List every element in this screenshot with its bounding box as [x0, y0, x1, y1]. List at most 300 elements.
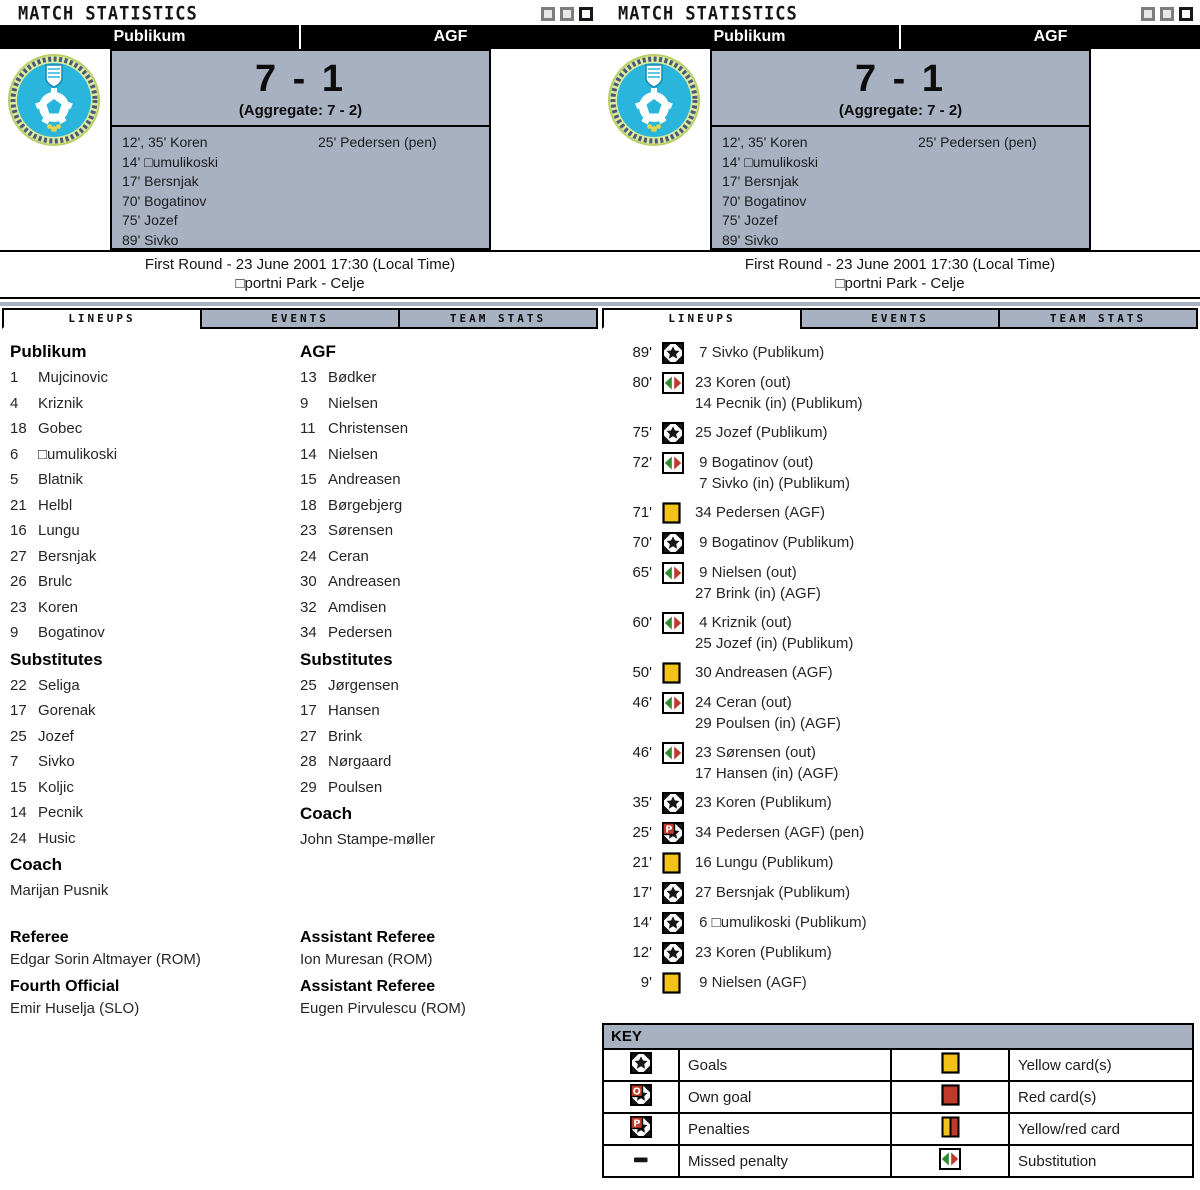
window-title: MATCH STATISTICS: [18, 2, 198, 25]
home-lineup-team-heading: Publikum: [10, 342, 87, 361]
player-name: Jørgensen: [328, 676, 399, 694]
key-row: [603, 1145, 1193, 1177]
player-number: 17: [300, 702, 317, 719]
event-time: 21': [632, 854, 652, 871]
event-text-line: 27 Brink (in) (AGF): [695, 584, 821, 602]
player-row: [10, 493, 300, 519]
event-text-line: 25 Jozef (Publikum): [695, 424, 828, 441]
window-title: MATCH STATISTICS: [618, 2, 798, 25]
goal-scorer: 12', 35' Koren: [122, 134, 208, 150]
event-row: [600, 742, 1200, 784]
player-name: Koren: [38, 598, 79, 616]
home-coach-name: Marijan Pusnik: [10, 882, 109, 899]
event-row: [600, 422, 1200, 444]
player-number: 25: [300, 676, 317, 694]
final-score: 7 - 1: [254, 58, 347, 100]
home-lineup-column: [10, 338, 300, 904]
officials-section: [0, 904, 600, 1024]
player-row: [300, 673, 590, 699]
player-row: [10, 673, 300, 699]
event-time: 89': [632, 344, 652, 361]
goal-icon: [662, 942, 684, 964]
player-number: 23: [10, 598, 27, 616]
event-text-line: 34 Pedersen (AGF) (pen): [695, 824, 865, 841]
player-name: Andreasen: [328, 573, 401, 590]
player-name: Sørensen: [328, 522, 394, 539]
tab-bar: [0, 308, 600, 329]
player-name: Jozef: [38, 727, 74, 745]
player-number: 5: [10, 471, 19, 488]
title-bar: [0, 0, 600, 25]
window-button-1[interactable]: [1141, 7, 1155, 21]
player-name: Hansen: [328, 702, 380, 719]
player-row: [10, 620, 300, 646]
player-name: Nielsen: [328, 394, 379, 412]
official-name: Ion Muresan (ROM): [300, 950, 433, 968]
event-time: 50': [632, 664, 652, 681]
goal-scorer: 70' Bogatinov: [722, 192, 807, 209]
player-number: 15: [10, 778, 27, 796]
event-text-line: 23 Sørensen (out): [695, 744, 816, 761]
event-description: [695, 692, 841, 734]
player-row: [300, 365, 590, 391]
event-text-line: 7 Sivko (Publikum): [695, 344, 825, 361]
official-role: Referee: [10, 928, 69, 946]
event-description: [695, 372, 863, 414]
score-region: [600, 49, 1200, 250]
event-description: [695, 792, 832, 814]
event-row: [600, 792, 1200, 814]
player-row: [10, 544, 300, 570]
player-number: 6: [10, 445, 19, 463]
goal-icon: [630, 1052, 652, 1078]
away-substitutes-heading: Substitutes: [300, 649, 393, 669]
substitution-icon: [662, 742, 684, 764]
window-button-close[interactable]: [1179, 7, 1193, 21]
player-row: [10, 416, 300, 442]
goal-icon: [662, 532, 684, 554]
away-starting-list: [300, 365, 590, 646]
event-description: [695, 742, 838, 784]
player-name: Kriznik: [38, 394, 84, 412]
event-time: 9': [640, 974, 652, 991]
player-name: Bersnjak: [38, 547, 97, 565]
event-row: [600, 852, 1200, 874]
player-number: 7: [10, 753, 19, 770]
event-row: [600, 562, 1200, 604]
event-text-line: 24 Ceran (out): [695, 694, 792, 711]
event-row: [600, 612, 1200, 654]
event-row: [600, 822, 1200, 844]
tab-lineups[interactable]: LINEUPS: [2, 308, 202, 329]
match-statistics-window-right: [600, 0, 1200, 1190]
player-number: 30: [300, 573, 317, 590]
goal-icon: [662, 792, 684, 814]
window-buttons: [541, 7, 593, 21]
score-box: [710, 49, 1091, 250]
player-row: [10, 698, 300, 724]
key-label: Yellow/red card: [1009, 1113, 1193, 1145]
window-button-close[interactable]: [579, 7, 593, 21]
player-row: [10, 749, 300, 775]
substitution-icon: [939, 1148, 961, 1174]
event-time: 75': [632, 424, 652, 441]
player-name: Gobec: [38, 420, 83, 437]
event-text-line: 23 Koren (out): [695, 374, 791, 391]
officials-left-column: [10, 926, 300, 1024]
match-official: [10, 926, 300, 971]
score-box: [110, 49, 491, 250]
match-info-bar: [600, 250, 1200, 299]
key-label: Goals: [679, 1049, 891, 1081]
event-description: [695, 852, 833, 874]
goal-icon: [662, 422, 684, 444]
player-number: 27: [300, 727, 317, 745]
player-number: 32: [300, 598, 317, 616]
substitution-icon: [662, 612, 684, 634]
match-official: [300, 975, 590, 1020]
away-coach-name: John Stampe-møller: [300, 831, 436, 848]
official-name: Eugen Pirvulescu (ROM): [300, 999, 466, 1017]
player-name: □umulikoski: [38, 445, 118, 463]
aggregate-score: (Aggregate: 7 - 2): [712, 102, 1089, 127]
event-description: [695, 502, 825, 524]
event-text-line: 9 Nielsen (AGF): [695, 974, 807, 991]
lineups-section: [0, 329, 600, 904]
penalty-icon: [630, 1116, 652, 1142]
home-coach-heading: Coach: [10, 855, 62, 874]
home-substitutes-list: [10, 673, 300, 852]
event-row: [600, 502, 1200, 524]
key-label: Yellow card(s): [1009, 1049, 1193, 1081]
event-description: [695, 452, 850, 494]
player-row: [10, 775, 300, 801]
player-name: Gorenak: [38, 702, 96, 719]
event-row: [600, 532, 1200, 554]
away-coach-heading: Coach: [300, 804, 352, 823]
home-starting-list: [10, 365, 300, 646]
home-team-name: Publikum: [113, 28, 186, 45]
player-number: 29: [300, 778, 317, 796]
player-number: 11: [300, 420, 316, 437]
player-number: 21: [10, 496, 27, 514]
home-scorers: [722, 133, 918, 250]
event-description: [695, 562, 821, 604]
club-crest-logo: [8, 54, 100, 146]
event-text-line: 14 Pecnik (in) (Publikum): [695, 394, 863, 412]
key-label: Red card(s): [1009, 1081, 1193, 1113]
event-time: 14': [632, 914, 652, 931]
player-row: [300, 493, 590, 519]
goal-icon: [662, 912, 684, 934]
player-number: 23: [300, 522, 317, 539]
goal-scorer: 14' □umulikoski: [122, 153, 218, 170]
away-scorers: [318, 133, 485, 250]
player-row: [300, 391, 590, 417]
event-row: [600, 342, 1200, 364]
official-role: Assistant Referee: [300, 928, 436, 946]
official-role: Fourth Official: [10, 977, 120, 995]
key-label: Own goal: [679, 1081, 891, 1113]
player-row: [10, 800, 300, 826]
player-number: 13: [300, 369, 317, 386]
player-name: Bogatinov: [38, 624, 105, 641]
yellow-red-card-icon: [941, 1116, 960, 1142]
goal-scorer: 12', 35' Koren: [722, 134, 808, 150]
event-text-line: 29 Poulsen (in) (AGF): [695, 714, 841, 732]
player-number: 17: [10, 702, 27, 719]
home-scorers: [122, 133, 318, 250]
yellow-card-icon: [662, 502, 684, 524]
player-number: 4: [10, 394, 19, 412]
event-text-line: 7 Sivko (in) (Publikum): [695, 474, 851, 492]
tab-lineups[interactable]: LINEUPS: [602, 308, 802, 329]
player-name: Poulsen: [328, 778, 383, 796]
player-number: 27: [10, 547, 27, 565]
player-row: [300, 620, 590, 646]
key-row: [603, 1113, 1193, 1145]
official-name: Edgar Sorin Altmayer (ROM): [10, 950, 201, 968]
event-time: 12': [632, 944, 652, 961]
player-name: Amdisen: [328, 598, 387, 616]
event-text-line: 27 Bersnjak (Publikum): [695, 884, 851, 901]
key-row: [603, 1081, 1193, 1113]
player-number: 22: [10, 676, 27, 694]
event-text-line: 9 Bogatinov (Publikum): [695, 534, 855, 551]
event-row: [600, 972, 1200, 994]
window-button-2[interactable]: [560, 7, 574, 21]
substitution-icon: [662, 452, 684, 474]
player-row: [10, 442, 300, 468]
event-description: [695, 422, 828, 444]
goal-scorer: 17' Bersnjak: [122, 173, 199, 189]
player-row: [10, 595, 300, 621]
event-time: 60': [632, 614, 652, 631]
svg-text:P: P: [633, 1118, 641, 1130]
tab-strip-top: [0, 302, 600, 306]
player-number: 16: [10, 522, 27, 539]
player-row: [10, 365, 300, 391]
event-row: [600, 942, 1200, 964]
player-number: 18: [10, 420, 27, 437]
player-name: Helbl: [38, 496, 73, 514]
player-row: [10, 724, 300, 750]
player-name: Pecnik: [38, 804, 84, 821]
player-row: [300, 544, 590, 570]
event-text-line: 17 Hansen (in) (AGF): [695, 764, 839, 782]
player-number: 14: [10, 804, 27, 821]
key-row: [603, 1049, 1193, 1081]
match-events-list: [600, 329, 1200, 994]
player-row: [300, 442, 590, 468]
event-time: 65': [632, 564, 652, 581]
player-row: [300, 749, 590, 775]
final-score: 7 - 1: [854, 58, 947, 100]
event-text-line: 9 Nielsen (out): [695, 564, 797, 581]
player-row: [300, 518, 590, 544]
player-name: Andreasen: [328, 471, 401, 488]
goal-scorer: 75' Jozef: [122, 212, 178, 228]
event-text-line: 30 Andreasen (AGF): [695, 664, 833, 681]
match-official: [300, 926, 590, 971]
player-row: [10, 826, 300, 852]
player-number: 34: [300, 624, 317, 641]
event-text-line: 16 Lungu (Publikum): [695, 854, 834, 871]
event-time: 71': [632, 504, 652, 521]
player-number: 14: [300, 445, 317, 463]
tab-team-stats[interactable]: TEAM STATS: [398, 308, 598, 329]
player-number: 24: [10, 829, 27, 847]
yellow-card-icon: [662, 852, 684, 874]
player-name: Nørgaard: [328, 753, 392, 770]
player-number: 26: [10, 573, 27, 590]
yellow-card-icon: [662, 972, 684, 994]
event-text-line: 34 Pedersen (AGF): [695, 504, 826, 521]
round-info: First Round - 23 June 2001 17:30 (Local Time): [744, 256, 1056, 273]
own-goal-icon: [630, 1084, 652, 1110]
key-label: Substitution: [1009, 1145, 1193, 1177]
player-name: Brink: [328, 727, 363, 745]
event-row: [600, 452, 1200, 494]
yellow-card-icon: [662, 662, 684, 684]
player-row: [300, 724, 590, 750]
round-info: First Round - 23 June 2001 17:30 (Local Time): [144, 256, 456, 273]
player-number: 9: [10, 624, 19, 641]
goal-scorers: [712, 127, 1089, 250]
goal-scorer: 14' □umulikoski: [722, 153, 818, 170]
event-time: 25': [632, 824, 652, 841]
player-row: [300, 467, 590, 493]
event-description: [695, 942, 832, 964]
player-row: [300, 698, 590, 724]
event-time: 80': [632, 374, 652, 391]
match-official: [10, 975, 300, 1020]
player-row: [10, 391, 300, 417]
window-buttons: [1141, 7, 1193, 21]
goal-scorer: 25' Pedersen (pen): [318, 134, 437, 150]
away-scorers: [918, 133, 1085, 250]
event-text-line: 4 Kriznik (out): [695, 614, 792, 631]
event-row: [600, 372, 1200, 414]
match-info-bar: [0, 250, 600, 299]
tab-team-stats[interactable]: TEAM STATS: [998, 308, 1198, 329]
event-text-line: 23 Koren (Publikum): [695, 794, 832, 811]
player-number: 15: [300, 471, 317, 488]
substitution-icon: [662, 692, 684, 714]
event-description: [695, 662, 833, 684]
event-description: [695, 342, 824, 364]
player-number: 24: [300, 547, 317, 565]
window-button-1[interactable]: [541, 7, 555, 21]
player-number: 9: [300, 394, 309, 412]
goal-scorer: 17' Bersnjak: [722, 173, 799, 189]
player-name: Pedersen: [328, 624, 393, 641]
goal-scorer: 25' Pedersen (pen): [918, 134, 1037, 150]
official-name: Emir Huselja (SLO): [10, 999, 140, 1017]
player-row: [10, 518, 300, 544]
title-bar: [600, 0, 1200, 25]
player-name: Koljic: [38, 778, 74, 796]
player-number: 18: [300, 496, 317, 514]
player-row: [10, 467, 300, 493]
event-time: 17': [632, 884, 652, 901]
event-row: [600, 912, 1200, 934]
aggregate-score: (Aggregate: 7 - 2): [112, 102, 489, 127]
event-text-line: 6 □umulikoski (Publikum): [695, 914, 867, 931]
event-description: [695, 912, 867, 934]
player-name: Christensen: [328, 420, 409, 437]
penalty-icon: [662, 822, 684, 844]
tab-events[interactable]: EVENTS: [200, 308, 400, 329]
window-button-2[interactable]: [1160, 7, 1174, 21]
player-name: Nielsen: [328, 445, 379, 463]
event-text-line: 25 Jozef (in) (Publikum): [695, 634, 854, 652]
event-time: 35': [632, 794, 652, 811]
club-crest-logo: [608, 54, 700, 146]
red-card-icon: [941, 1084, 960, 1110]
goal-icon: [662, 342, 684, 364]
player-name: Seliga: [38, 676, 80, 694]
missed-penalty-icon: [630, 1148, 652, 1174]
event-description: [695, 972, 807, 994]
player-name: Mujcinovic: [38, 369, 109, 386]
home-substitutes-heading: Substitutes: [10, 649, 103, 669]
player-name: Børgebjerg: [328, 496, 403, 514]
home-team-name: Publikum: [713, 28, 786, 45]
substitution-icon: [662, 562, 684, 584]
svg-text:P: P: [665, 824, 673, 836]
tab-events[interactable]: EVENTS: [800, 308, 1000, 329]
officials-right-column: [300, 926, 590, 1024]
score-region: [0, 49, 600, 250]
event-time: 46': [632, 744, 652, 761]
goal-scorer: 75' Jozef: [722, 212, 778, 228]
event-description: [695, 532, 854, 554]
player-name: Husic: [38, 829, 76, 847]
event-description: [695, 612, 853, 654]
player-name: Blatnik: [38, 471, 84, 488]
player-number: 1: [10, 369, 19, 386]
goal-scorers: [112, 127, 489, 250]
venue: □portni Park - Celje: [835, 275, 965, 292]
tab-bar: [600, 308, 1200, 329]
away-lineup-column: [300, 338, 590, 904]
player-row: [300, 775, 590, 801]
event-time: 46': [632, 694, 652, 711]
event-time: 72': [632, 454, 652, 471]
player-name: Lungu: [38, 522, 80, 539]
player-number: 25: [10, 727, 27, 745]
event-time: 70': [632, 534, 652, 551]
away-team-name: AGF: [433, 28, 468, 45]
goal-icon: [662, 882, 684, 904]
player-row: [300, 595, 590, 621]
tab-strip-top: [600, 302, 1200, 306]
goal-scorer: 89' Sivko: [122, 231, 179, 248]
player-row: [300, 569, 590, 595]
player-name: Bødker: [328, 369, 377, 386]
away-lineup-team-heading: AGF: [300, 342, 336, 361]
event-text-line: 23 Koren (Publikum): [695, 944, 832, 961]
yellow-card-icon: [941, 1052, 960, 1078]
team-bar: [0, 25, 600, 49]
key-label: Penalties: [679, 1113, 891, 1145]
player-name: Ceran: [328, 547, 369, 565]
event-description: [695, 882, 850, 904]
substitution-icon: [662, 372, 684, 394]
event-text-line: 9 Bogatinov (out): [695, 454, 814, 471]
player-row: [10, 569, 300, 595]
